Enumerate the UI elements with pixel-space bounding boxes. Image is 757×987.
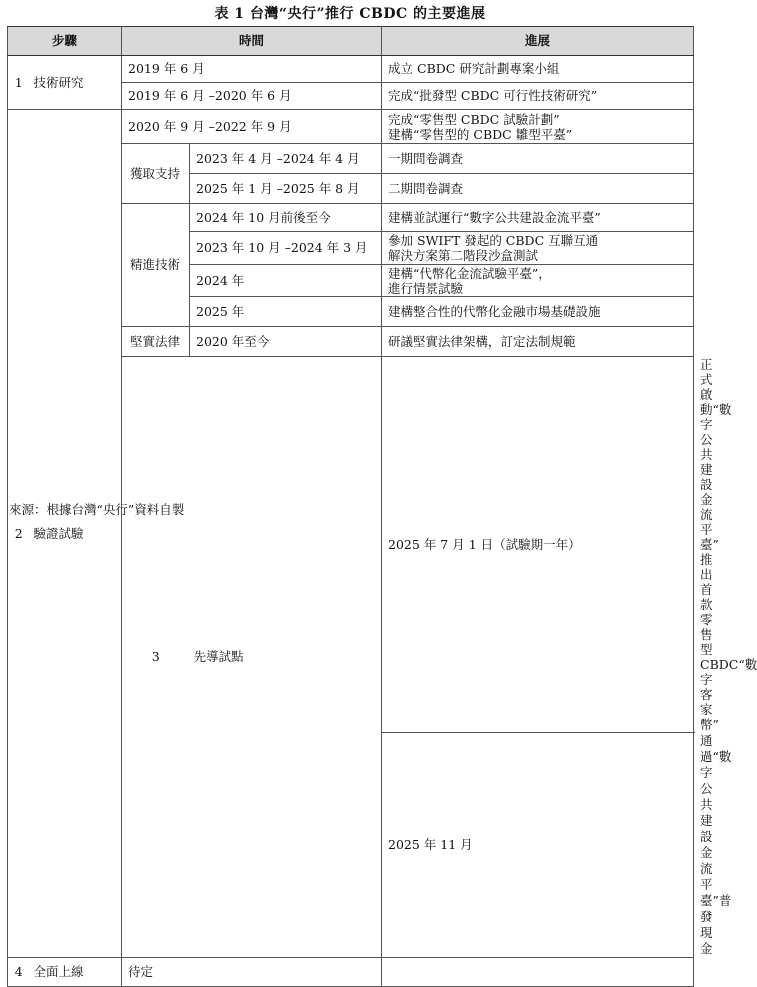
row-time: 2019 年 6 月 –2020 年 6 月	[122, 83, 382, 110]
progress-line: 建構“代幣化金流試驗平臺”，	[388, 265, 551, 281]
row-progress: 建構並試運行“數字公共建設金流平臺”	[382, 204, 694, 232]
row-progress: 建構整合性的代幣化金融市場基礎設施	[382, 297, 694, 327]
header-step: 步驟	[8, 27, 122, 56]
table-row	[8, 56, 694, 83]
row-progress: 二期問卷調查	[382, 174, 694, 204]
header-progress: 進展	[382, 27, 694, 56]
progress-line: 參加 SWIFT 發起的 CBDC 互聯互通	[388, 233, 599, 248]
row-time: 2024 年	[190, 265, 382, 297]
stage-name: 驗證試驗	[30, 110, 122, 958]
stage-name: 全面上線	[30, 958, 122, 987]
row-time: 2025 年 1 月 –2025 年 8 月	[190, 174, 382, 204]
header-time: 時間	[122, 27, 382, 56]
row-time: 2025 年 7 月 1 日（試驗期一年）	[382, 357, 694, 733]
row-time: 2024 年 10 月前後至今	[190, 204, 382, 232]
sub-stage-name: 堅實法律	[122, 327, 190, 357]
progress-line: 完成“零售型 CBDC 試驗計劃”	[388, 111, 560, 127]
row-time: 2023 年 10 月 –2024 年 3 月	[190, 232, 382, 265]
sub-stage-name: 獲取支持	[122, 144, 190, 204]
row-time: 待定	[122, 958, 382, 987]
progress-line: 解決方案第二階段沙盒測試	[388, 248, 539, 263]
row-time: 2023 年 4 月 –2024 年 4 月	[190, 144, 382, 174]
row-time: 2020 年 9 月 –2022 年 9 月	[122, 110, 382, 144]
row-progress: 成立 CBDC 研究計劃專案小組	[382, 56, 694, 83]
progress-line: 進行情景試驗	[388, 280, 464, 296]
stage-name: 技術研究	[30, 56, 122, 110]
sub-stage-name: 精進技術	[122, 204, 190, 327]
row-time: 2025 年 11 月	[382, 733, 694, 958]
table-row	[8, 110, 694, 144]
stage-number: 2	[8, 110, 30, 958]
table-row	[8, 958, 694, 987]
table-title: 表 1 台灣“央行”推行 CBDC 的主要進展	[214, 6, 486, 22]
stage-number: 1	[8, 56, 30, 110]
stage-name: 先導試點	[190, 357, 382, 958]
source-note: 來源：根據台灣“央行”資料自製	[9, 502, 185, 517]
row-progress: 一期問卷調查	[382, 144, 694, 174]
row-progress	[382, 110, 694, 144]
progress-line: 建構“零售型的 CBDC 雛型平臺”	[388, 126, 573, 142]
row-progress	[382, 958, 694, 987]
row-progress: 研議堅實法律架構，訂定法制規範	[382, 327, 694, 357]
row-progress	[382, 232, 694, 265]
row-time: 2020 年至今	[190, 327, 382, 357]
stage-number: 3	[122, 357, 190, 958]
row-progress	[382, 265, 694, 297]
stage-number: 4	[8, 958, 30, 987]
row-time: 2025 年	[190, 297, 382, 327]
row-time: 2019 年 6 月	[122, 56, 382, 83]
table-row: 3 先導試點 2025 年 7 月 1 日（試驗期一年） 正式啟動“數字公共建設金流平臺” 推出首款零售型 CBDC“數字客家幣”	[8, 357, 694, 733]
table-row: 2025 年 11 月 通過“數字公共建設金流平臺”普發現金	[8, 733, 694, 958]
header-row	[8, 27, 694, 56]
row-progress: 完成“批發型 CBDC 可行性技術研究”	[382, 83, 694, 110]
